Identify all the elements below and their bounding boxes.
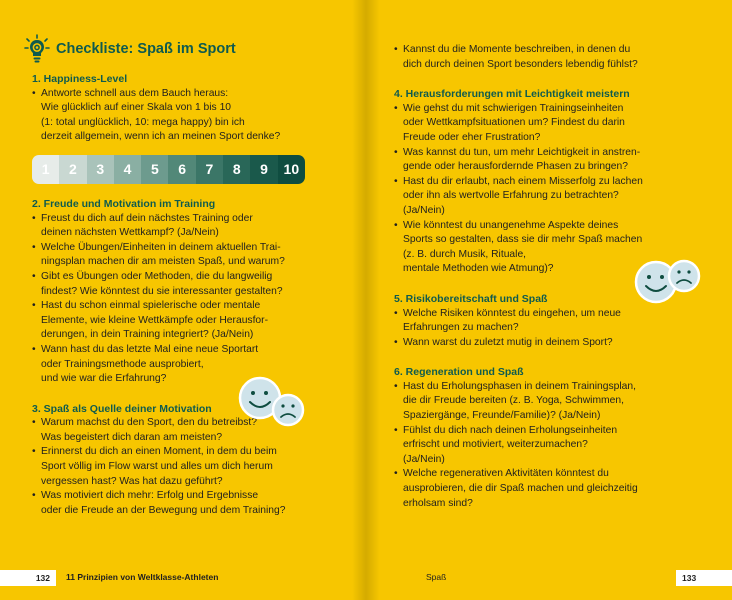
checklist-item: • Welche Risiken könntest du eingehen, um neue Erfahrungen zu machen? [394, 307, 684, 336]
running-head-left: 11 Prinzipien von Weltklasse-Athleten [66, 572, 219, 582]
page-number-left: 132 [0, 570, 56, 586]
mood-faces [236, 376, 308, 428]
scale-cell-2: 2 [59, 155, 86, 184]
scale-cell-8: 8 [223, 155, 250, 184]
section-heading: 1. Happiness-Level [32, 73, 128, 85]
checklist-item: • Welche regenerativen Aktivitäten könntest du ausprobieren, die dir Spaß machen und gleichzeitig erholsam sind? [394, 467, 684, 511]
checklist-item: • Wann warst du zuletzt mutig in deinem Sport? [394, 336, 684, 351]
section-heading: 5. Risikobereitschaft und Spaß [394, 292, 548, 305]
lightbulb-gear-icon [24, 34, 50, 64]
scale-cell-6: 6 [168, 155, 195, 184]
section-heading: 4. Herausforderungen mit Leichtigkeit meistern [394, 88, 630, 101]
checklist-item: • Wann hast du das letzte Mal eine neue Sportart oder Trainingsmethode ausprobiert, und wie war die Erfahrung? [32, 343, 314, 387]
sad-face-icon [273, 395, 303, 425]
checklist-item: • Wie könntest du unangenehme Aspekte deines Sports so gestalten, dass sie dir mehr Spaß machen (z. B. durch Musik, Rituale, mentale Methoden wie Atmung)? [394, 219, 684, 277]
checklist-item: • Was kannst du tun, um mehr Leichtigkeit in anstren- gende oder herausfordernde Phasen zu bringen? [394, 146, 684, 175]
checklist-item: • Fühlst du dich nach deinen Erholungseinheiten erfrischt und motiviert, weiterzumachen? (Ja/Nein) [394, 424, 684, 468]
checklist-item: • Freust du dich auf dein nächstes Training oder deinen nächsten Wettkampf? (Ja/Nein) [32, 212, 314, 241]
scale-cell-4: 4 [114, 155, 141, 184]
checklist-item: • Welche Übungen/Einheiten in deinem aktuellen Trai- ningsplan machen dir am meisten Spaß, und warum? [32, 241, 314, 270]
section-heading: 3. Spaß als Quelle deiner Motivation [32, 402, 212, 415]
sad-face-icon [669, 261, 699, 291]
checklist-item: • Antworte schnell aus dem Bauch heraus: Wie glücklich auf einer Skala von 1 bis 10 (1: total unglücklich, 10: mega happy) bin ich derzeit allgemein, wenn ich an meinen Sport denke? [32, 87, 314, 145]
checklist-title: Checkliste: Spaß im Sport [56, 41, 236, 57]
section-heading: 2. Freude und Motivation im Training [32, 197, 216, 210]
checklist-item: • Gibt es Übungen oder Methoden, die du langweilig findest? Wie könntest du sie interessanter gestalten? [32, 270, 314, 299]
checklist-item: • Was motiviert dich mehr: Erfolg und Ergebnisse oder die Freude an der Bewegung und dem Training? [32, 489, 314, 518]
checklist-title-row [24, 34, 236, 64]
checklist-item: • Wie gehst du mit schwierigen Trainingseinheiten oder Wettkampfsituationen um? Findest du darin Freude oder eher Frustration? [394, 102, 684, 146]
running-head-right: Spaß [426, 572, 447, 582]
left-column [32, 72, 314, 518]
checklist-item: • Erinnerst du dich an einen Moment, in dem du beim Sport völlig im Flow warst und alles um dich herum vergessen hast? Was hat dazu geführt? [32, 445, 314, 489]
checklist-item: • Kannst du die Momente beschreiben, in denen du dich durch deinen Sport besonders lebendig fühlst? [394, 43, 684, 72]
section-heading: 6. Regeneration und Spaß [394, 366, 524, 379]
page-number-right: 133 [676, 570, 732, 586]
scale-cell-7: 7 [196, 155, 223, 184]
scale-cell-10: 10 [278, 155, 305, 184]
mood-faces [632, 258, 704, 310]
happiness-scale [32, 155, 305, 184]
scale-cell-9: 9 [250, 155, 277, 184]
checklist-item: • Hast du dir erlaubt, nach einem Misserfolg zu lachen oder ihn als wertvolle Erfahrung zu betrachten? (Ja/Nein) [394, 175, 684, 219]
scale-cell-5: 5 [141, 155, 168, 184]
scale-cell-1: 1 [32, 155, 59, 184]
checklist-item: • Warum machst du den Sport, den du betreibst? Was begeistert dich daran am meisten? [32, 416, 314, 445]
checklist-item: • Hast du Erholungsphasen in deinem Trainingsplan, die dir Freude bereiten (z. B. Yoga, Schwimmen, Spaziergänge, Freunde/Familie)? (Ja/Nein) [394, 380, 684, 424]
checklist-item: • Hast du schon einmal spielerische oder mentale Elemente, wie kleine Wettkämpfe oder Herausfor- derungen, in dein Training integriert? (Ja/Nein) [32, 299, 314, 343]
right-page [366, 0, 732, 600]
scale-cell-3: 3 [87, 155, 114, 184]
